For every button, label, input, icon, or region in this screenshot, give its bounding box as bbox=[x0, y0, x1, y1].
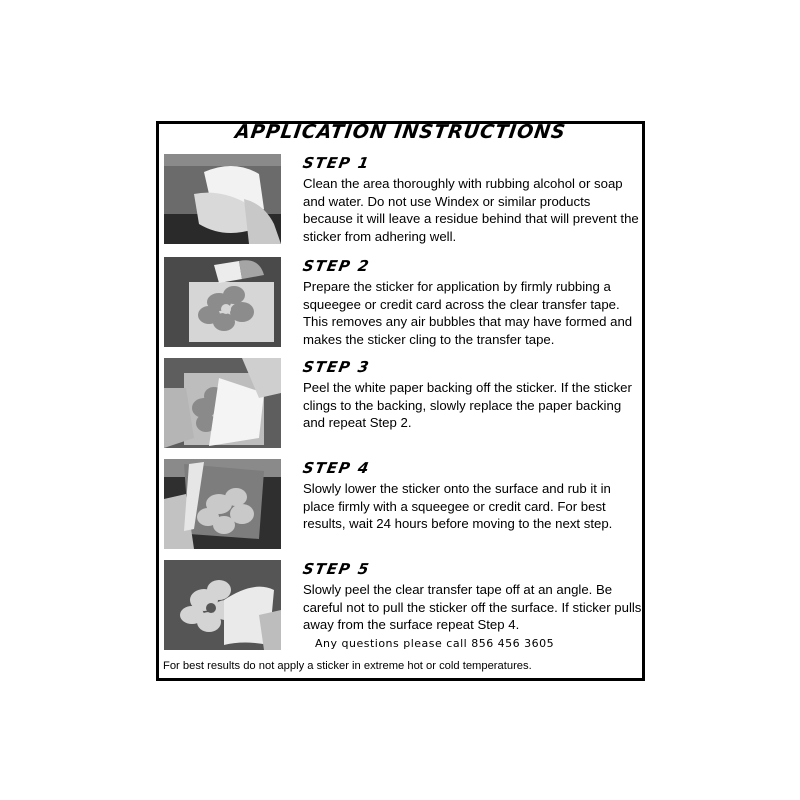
page-title: APPLICATION INSTRUCTIONS bbox=[233, 121, 568, 143]
hand-wiping-photo bbox=[164, 154, 281, 244]
step-1 bbox=[164, 154, 638, 246]
step-2 bbox=[164, 257, 638, 349]
apply-sticker-photo bbox=[164, 459, 281, 549]
instructions-card bbox=[156, 121, 645, 681]
step-heading: STEP 3 bbox=[301, 358, 372, 376]
temperature-note: For best results do not apply a sticker in extreme hot or cold temperatures. bbox=[163, 660, 532, 672]
step-3 bbox=[164, 358, 638, 450]
peel-transfer-tape-photo bbox=[164, 560, 281, 650]
peel-backing-photo bbox=[164, 358, 281, 448]
step-text: Slowly peel the clear transfer tape off at an angle. Be careful not to pull the sticker off the surface. If sticker pulls away from the surface repeat Step 4. bbox=[303, 582, 642, 633]
step-4 bbox=[164, 459, 638, 551]
squeegee-sticker-photo bbox=[164, 257, 281, 347]
step-text: Prepare the sticker for application by firmly rubbing a squeegee or credit card across the clear transfer tape. This removes any air bubbles that may have formed and makes the sticker cling to the transfer tape. bbox=[303, 279, 633, 347]
step-heading: STEP 2 bbox=[301, 257, 372, 275]
step-heading: STEP 5 bbox=[301, 560, 372, 578]
step-heading: STEP 1 bbox=[301, 154, 372, 172]
step-text: Slowly lower the sticker onto the surface and rub it in place firmly with a squeegee or credit card. For best results, wait 24 hours before moving to the next step. bbox=[303, 481, 613, 532]
step-heading: STEP 4 bbox=[301, 459, 372, 477]
contact-phone-note: Any questions please call 856 456 3605 bbox=[315, 637, 555, 650]
step-text: Clean the area thoroughly with rubbing alcohol or soap and water. Do not use Windex or similar products because it will leave a residue behind that will prevent the sticker from adhering well. bbox=[303, 176, 639, 244]
step-text: Peel the white paper backing off the sticker. If the sticker clings to the backing, slowly replace the paper backing and repeat Step 2. bbox=[303, 380, 632, 431]
